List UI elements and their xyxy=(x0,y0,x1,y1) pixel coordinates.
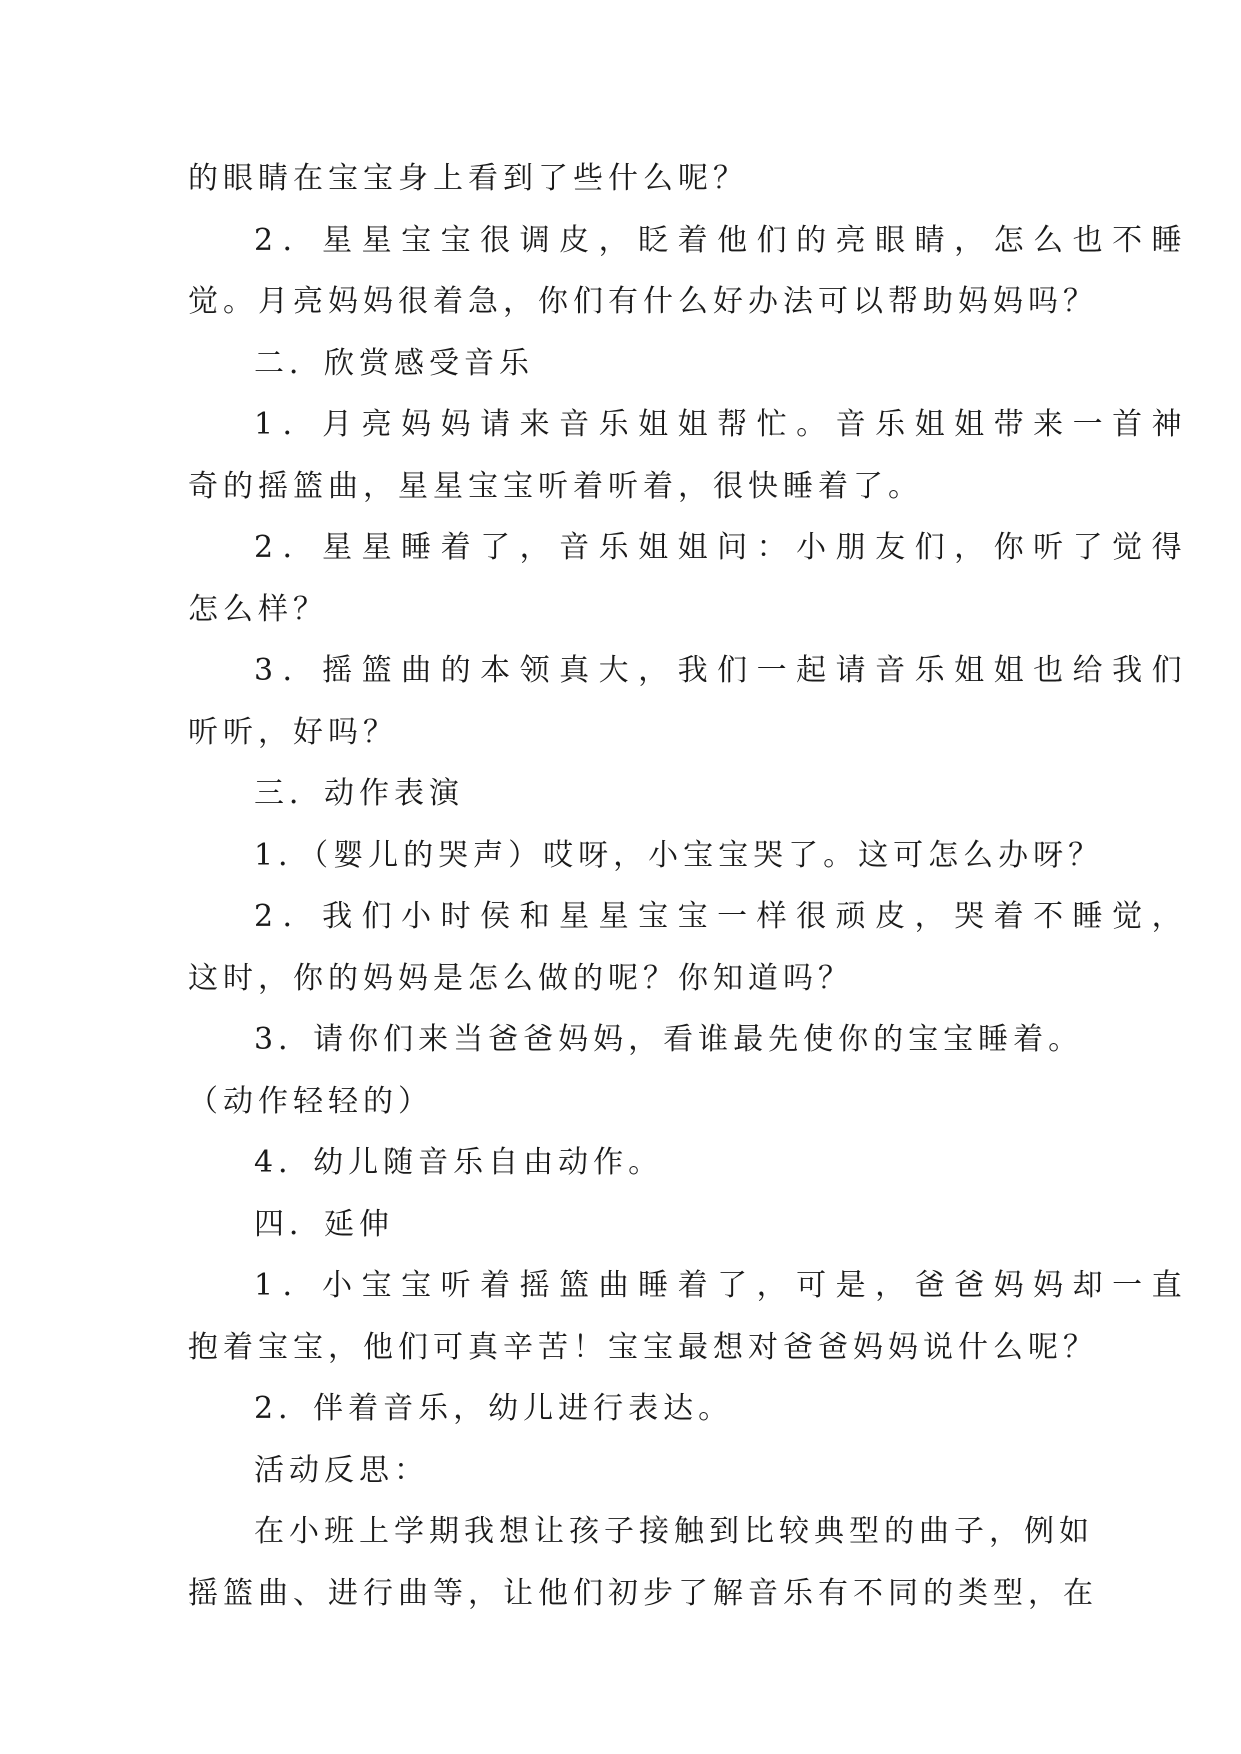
text-line: 的眼睛在宝宝身上看到了些什么呢？ xyxy=(188,161,748,196)
text-line: 听听，好吗？ xyxy=(188,714,398,750)
text-line: 2．星星宝宝很调皮，眨着他们的亮眼睛，怎么也不睡 xyxy=(254,222,1192,258)
text-line: 怎么样？ xyxy=(188,591,328,627)
text-line: 这时，你的妈妈是怎么做的呢？你知道吗？ xyxy=(188,960,853,996)
section-heading: 四．延伸 xyxy=(254,1206,394,1242)
text-line: 1．（婴儿的哭声）哎呀，小宝宝哭了。这可怎么办呀？ xyxy=(254,837,1104,873)
text-line: 2．伴着音乐，幼儿进行表达。 xyxy=(254,1391,734,1426)
section-heading: 活动反思： xyxy=(254,1452,429,1488)
text-line: 1．月亮妈妈请来音乐姐姐帮忙。音乐姐姐带来一首神 xyxy=(254,407,1192,442)
document-body xyxy=(188,148,1192,1624)
section-heading: 二．欣赏感受音乐 xyxy=(254,345,534,381)
text-line: 3．摇篮曲的本领真大，我们一起请音乐姐姐也给我们 xyxy=(254,653,1192,688)
text-line: 摇篮曲、进行曲等，让他们初步了解音乐有不同的类型，在 xyxy=(188,1575,1098,1611)
text-line: 在小班上学期我想让孩子接触到比较典型的曲子，例如 xyxy=(254,1514,1094,1549)
text-line: 2．我们小时侯和星星宝宝一样很顽皮，哭着不睡觉， xyxy=(254,899,1192,934)
text-line: 4．幼儿随音乐自由动作。 xyxy=(254,1145,664,1180)
text-line: 觉。月亮妈妈很着急，你们有什么好办法可以帮助妈妈吗？ xyxy=(188,284,1098,319)
text-line: 2．星星睡着了，音乐姐姐问：小朋友们，你听了觉得 xyxy=(254,530,1192,565)
section-heading: 三．动作表演 xyxy=(254,776,464,811)
text-line: （动作轻轻的） xyxy=(188,1083,433,1119)
text-line: 奇的摇篮曲，星星宝宝听着听着，很快睡着了。 xyxy=(188,468,923,504)
text-line: 抱着宝宝，他们可真辛苦！宝宝最想对爸爸妈妈说什么呢？ xyxy=(188,1329,1098,1365)
text-line: 3．请你们来当爸爸妈妈，看谁最先使你的宝宝睡着。 xyxy=(254,1022,1084,1057)
text-line: 1．小宝宝听着摇篮曲睡着了，可是，爸爸妈妈却一直 xyxy=(254,1268,1192,1303)
